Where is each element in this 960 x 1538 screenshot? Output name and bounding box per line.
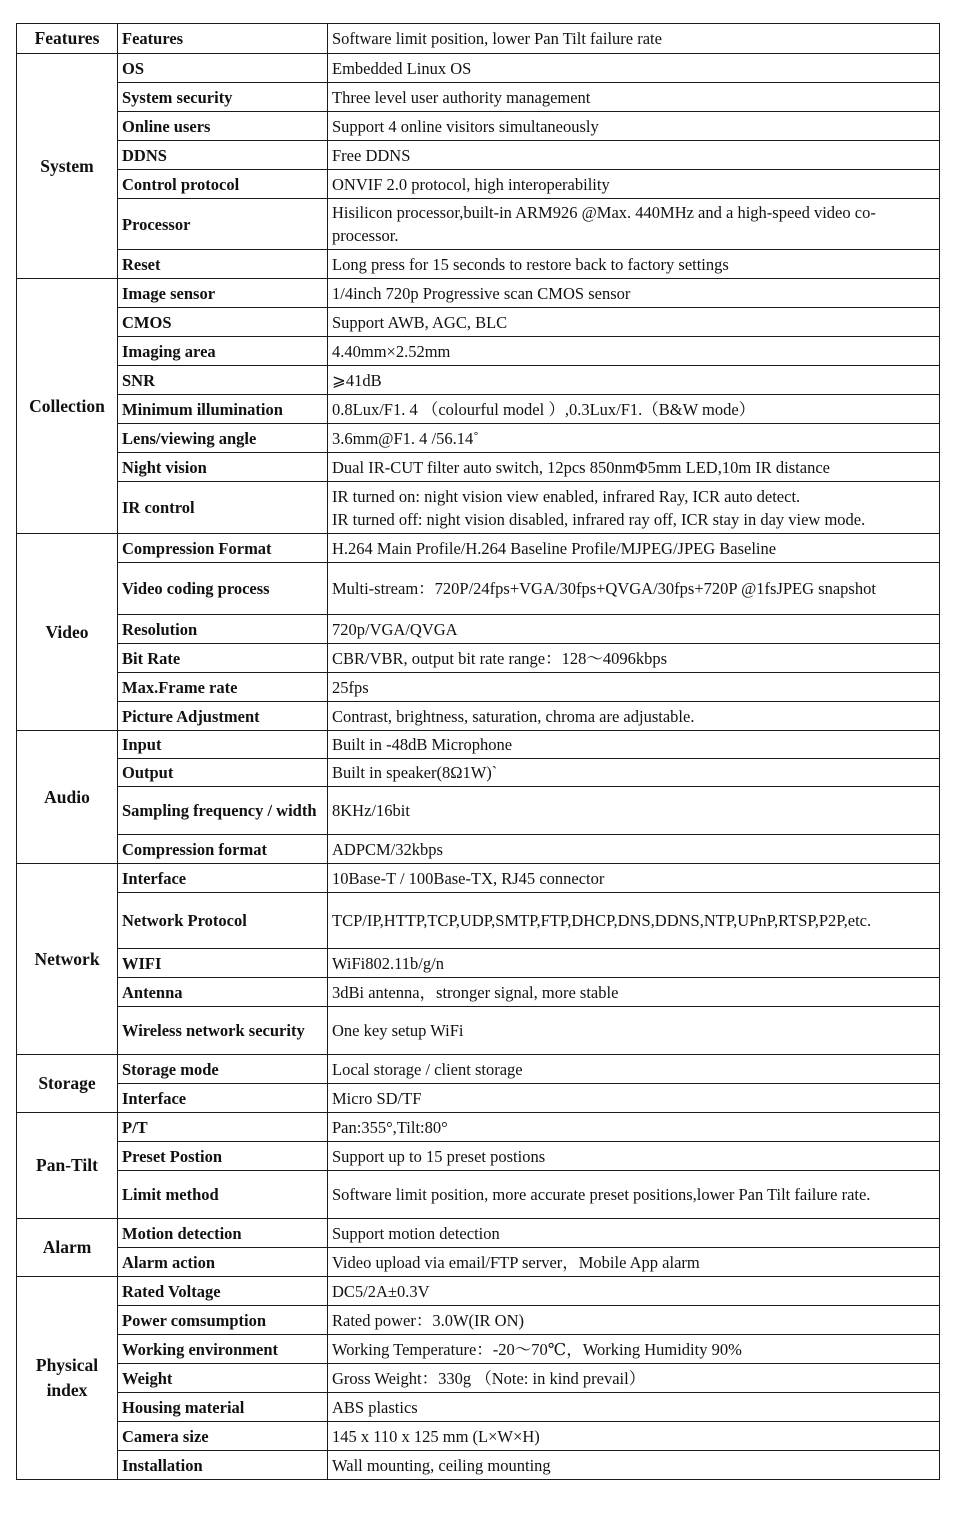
feature-value: Micro SD/TF <box>328 1084 940 1113</box>
feature-name: Limit method <box>118 1171 328 1219</box>
feature-name: Resolution <box>118 615 328 644</box>
table-row <box>17 534 940 563</box>
table-row <box>17 615 940 644</box>
table-row <box>17 1084 940 1113</box>
table-row <box>17 1007 940 1055</box>
category-cell: Audio <box>17 731 118 864</box>
table-row <box>17 54 940 83</box>
table-row <box>17 864 940 893</box>
feature-name: Output <box>118 759 328 787</box>
feature-name: Storage mode <box>118 1055 328 1084</box>
feature-value: TCP/IP,HTTP,TCP,UDP,SMTP,FTP,DHCP,DNS,DDNS,NTP,UPnP,RTSP,P2P,etc. <box>328 893 940 949</box>
feature-value: Wall mounting, ceiling mounting <box>328 1451 940 1480</box>
feature-name: System security <box>118 83 328 112</box>
feature-name: Reset <box>118 250 328 279</box>
feature-value: Long press for 15 seconds to restore back to factory settings <box>328 250 940 279</box>
feature-value: Embedded Linux OS <box>328 54 940 83</box>
feature-value: 10Base-T / 100Base-TX, RJ45 connector <box>328 864 940 893</box>
category-cell: Collection <box>17 279 118 534</box>
table-row <box>17 644 940 673</box>
feature-name: Minimum illumination <box>118 395 328 424</box>
table-row <box>17 759 940 787</box>
table-row <box>17 1422 940 1451</box>
table-row <box>17 563 940 615</box>
table-row <box>17 1113 940 1142</box>
table-row <box>17 835 940 864</box>
table-row <box>17 1055 940 1084</box>
table-row <box>17 1171 940 1219</box>
feature-value: ABS plastics <box>328 1393 940 1422</box>
feature-value-line: IR turned on: night vision view enabled, infrared Ray, ICR auto detect. <box>332 486 801 506</box>
feature-name: Camera size <box>118 1422 328 1451</box>
feature-name: Lens/viewing angle <box>118 424 328 453</box>
feature-name: Housing material <box>118 1393 328 1422</box>
feature-value: ONVIF 2.0 protocol, high interoperability <box>328 170 940 199</box>
feature-value: Support up to 15 preset postions <box>328 1142 940 1171</box>
feature-name: Working environment <box>118 1335 328 1364</box>
table-row <box>17 250 940 279</box>
feature-value: 3.6mm@F1. 4 /56.14˚ <box>328 424 940 453</box>
feature-name: Weight <box>118 1364 328 1393</box>
feature-value: WiFi802.11b/g/n <box>328 949 940 978</box>
feature-value: DC5/2A±0.3V <box>328 1277 940 1306</box>
feature-name: CMOS <box>118 308 328 337</box>
table-row <box>17 731 940 759</box>
feature-name: Night vision <box>118 453 328 482</box>
feature-value: Pan:355°,Tilt:80° <box>328 1113 940 1142</box>
table-row <box>17 1306 940 1335</box>
feature-name: Max.Frame rate <box>118 673 328 702</box>
spec-table <box>16 23 940 1480</box>
table-row <box>17 1142 940 1171</box>
table-row <box>17 978 940 1007</box>
feature-value: ADPCM/32kbps <box>328 835 940 864</box>
feature-value <box>328 482 940 534</box>
table-row <box>17 141 940 170</box>
feature-name: Image sensor <box>118 279 328 308</box>
table-row <box>17 83 940 112</box>
feature-value: 0.8Lux/F1. 4 （colourful model ）,0.3Lux/F1.（B&W mode） <box>328 395 940 424</box>
table-row <box>17 366 940 395</box>
table-row <box>17 1451 940 1480</box>
feature-name: Installation <box>118 1451 328 1480</box>
feature-name: DDNS <box>118 141 328 170</box>
category-cell: Network <box>17 864 118 1055</box>
table-row <box>17 1219 940 1248</box>
table-row <box>17 199 940 250</box>
feature-value: Hisilicon processor,built-in ARM926 @Max. 440MHz and a high-speed video co-processor. <box>328 199 940 250</box>
feature-value: Built in speaker(8Ω1W)` <box>328 759 940 787</box>
category-cell: Pan-Tilt <box>17 1113 118 1219</box>
table-row <box>17 395 940 424</box>
feature-value: ⩾41dB <box>328 366 940 395</box>
category-cell: System <box>17 54 118 279</box>
header-feature-cell: Features <box>118 24 328 54</box>
feature-name: Wireless network security <box>118 1007 328 1055</box>
table-row <box>17 787 940 835</box>
feature-value: 720p/VGA/QVGA <box>328 615 940 644</box>
feature-name: Antenna <box>118 978 328 1007</box>
feature-name: Alarm action <box>118 1248 328 1277</box>
feature-name: Video coding process <box>118 563 328 615</box>
feature-name: Rated Voltage <box>118 1277 328 1306</box>
feature-value-line: IR turned off: night vision disabled, infrared ray off, ICR stay in day view mode. <box>332 509 866 529</box>
table-row <box>17 1393 940 1422</box>
table-row <box>17 702 940 731</box>
feature-value: Local storage / client storage <box>328 1055 940 1084</box>
feature-value: Three level user authority management <box>328 83 940 112</box>
header-category-cell: Features <box>17 24 118 54</box>
table-row <box>17 453 940 482</box>
category-cell: Alarm <box>17 1219 118 1277</box>
feature-name: Imaging area <box>118 337 328 366</box>
feature-name: Interface <box>118 1084 328 1113</box>
feature-value: 3dBi antenna，stronger signal, more stable <box>328 978 940 1007</box>
feature-value: CBR/VBR, output bit rate range：128～4096kbps <box>328 644 940 673</box>
table-row <box>17 112 940 141</box>
feature-value: 1/4inch 720p Progressive scan CMOS sensor <box>328 279 940 308</box>
feature-value: Support 4 online visitors simultaneously <box>328 112 940 141</box>
feature-value: Contrast, brightness, saturation, chroma are adjustable. <box>328 702 940 731</box>
feature-value: Support AWB, AGC, BLC <box>328 308 940 337</box>
feature-value: 25fps <box>328 673 940 702</box>
table-row <box>17 1248 940 1277</box>
feature-name: Network Protocol <box>118 893 328 949</box>
feature-value: One key setup WiFi <box>328 1007 940 1055</box>
category-cell: Physical index <box>17 1277 118 1480</box>
category-cell: Video <box>17 534 118 731</box>
table-row <box>17 170 940 199</box>
table-row <box>17 949 940 978</box>
feature-value: Support motion detection <box>328 1219 940 1248</box>
feature-name: P/T <box>118 1113 328 1142</box>
table-row <box>17 1277 940 1306</box>
feature-value: Gross Weight：330g （Note: in kind prevail） <box>328 1364 940 1393</box>
spec-table-body <box>17 24 940 1480</box>
table-row <box>17 673 940 702</box>
table-row <box>17 1335 940 1364</box>
feature-name: SNR <box>118 366 328 395</box>
feature-name: Preset Postion <box>118 1142 328 1171</box>
feature-name: Online users <box>118 112 328 141</box>
feature-name: Sampling frequency / width <box>118 787 328 835</box>
feature-name: Picture Adjustment <box>118 702 328 731</box>
feature-name: Compression Format <box>118 534 328 563</box>
table-row <box>17 424 940 453</box>
feature-value: 4.40mm×2.52mm <box>328 337 940 366</box>
table-row <box>17 893 940 949</box>
header-row <box>17 24 940 54</box>
feature-value: Software limit position, more accurate preset positions,lower Pan Tilt failure rate. <box>328 1171 940 1219</box>
header-value-cell: Software limit position, lower Pan Tilt failure rate <box>328 24 940 54</box>
feature-value: Dual IR-CUT filter auto switch, 12pcs 850nmΦ5mm LED,10m IR distance <box>328 453 940 482</box>
feature-value: Working Temperature：-20～70℃，Working Humidity 90% <box>328 1335 940 1364</box>
feature-name: Power comsumption <box>118 1306 328 1335</box>
feature-name: Bit Rate <box>118 644 328 673</box>
feature-value: Video upload via email/FTP server，Mobile App alarm <box>328 1248 940 1277</box>
feature-value: Built in -48dB Microphone <box>328 731 940 759</box>
feature-value: 8KHz/16bit <box>328 787 940 835</box>
table-row <box>17 1364 940 1393</box>
feature-name: Compression format <box>118 835 328 864</box>
feature-name: OS <box>118 54 328 83</box>
table-row <box>17 337 940 366</box>
feature-name: IR control <box>118 482 328 534</box>
feature-value: 145 x 110 x 125 mm (L×W×H) <box>328 1422 940 1451</box>
category-cell: Storage <box>17 1055 118 1113</box>
feature-name: WIFI <box>118 949 328 978</box>
feature-value: H.264 Main Profile/H.264 Baseline Profile/MJPEG/JPEG Baseline <box>328 534 940 563</box>
table-row <box>17 279 940 308</box>
table-row <box>17 482 940 534</box>
feature-name: Processor <box>118 199 328 250</box>
feature-value: Multi-stream：720P/24fps+VGA/30fps+QVGA/30fps+720P @1fsJPEG snapshot <box>328 563 940 615</box>
feature-name: Interface <box>118 864 328 893</box>
feature-value: Rated power：3.0W(IR ON) <box>328 1306 940 1335</box>
feature-name: Motion detection <box>118 1219 328 1248</box>
feature-name: Control protocol <box>118 170 328 199</box>
feature-name: Input <box>118 731 328 759</box>
table-row <box>17 308 940 337</box>
feature-value: Free DDNS <box>328 141 940 170</box>
